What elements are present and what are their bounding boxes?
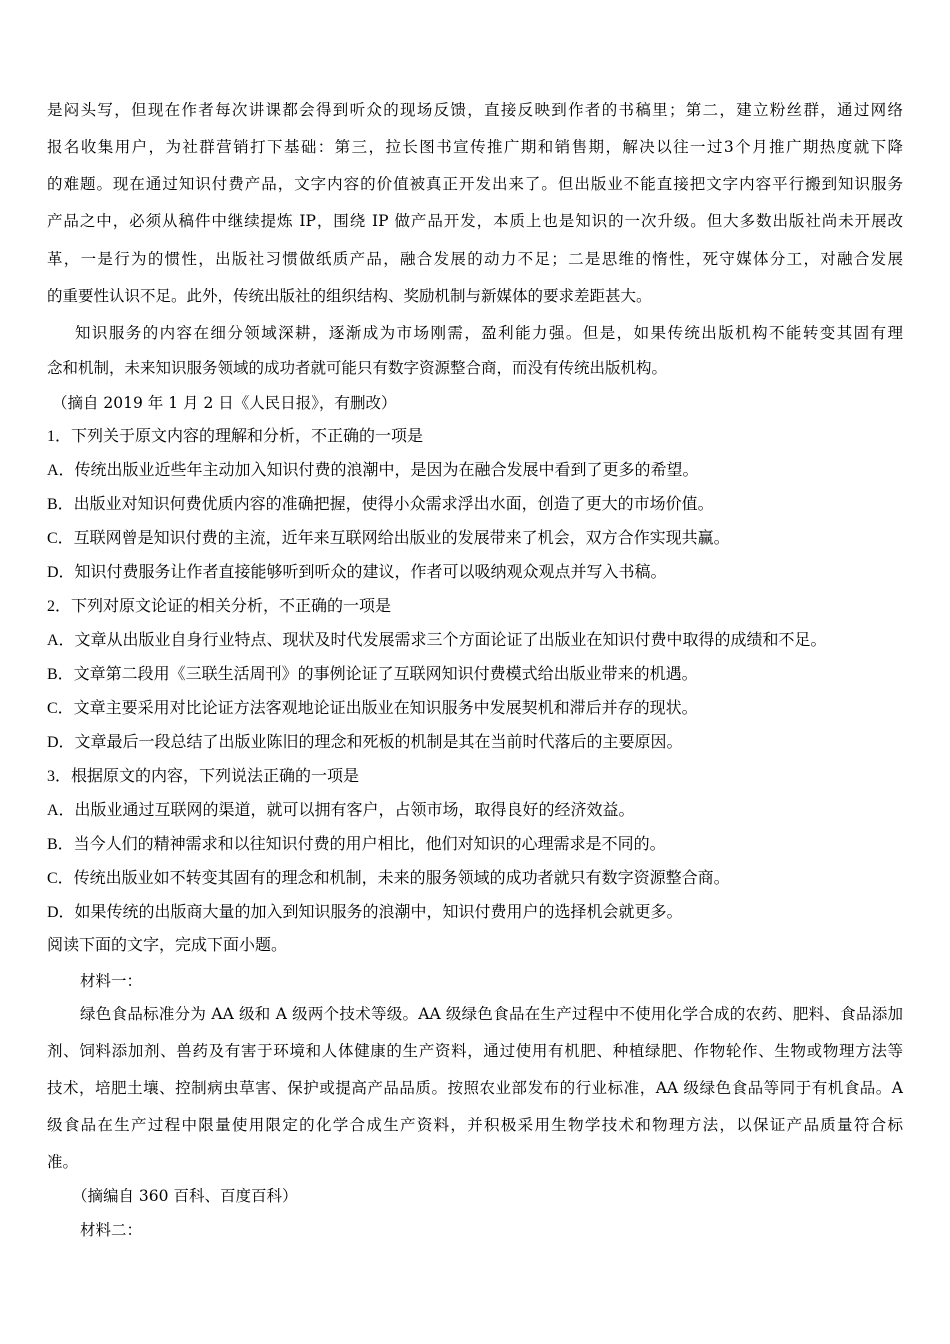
material-line: 绿色食品标准分为 AA 级和 A 级两个技术等级。AA 级绿色食品在生产过程中不使用化学合成的农药、肥料、食品添加: [80, 1005, 903, 1023]
material-line: 级食品在生产过程中限量使用限定的化学合成生产资料，并积极采用生物学技术和物理方法，以保证产品质量符合标: [47, 1116, 903, 1134]
material-line: 准。: [47, 1153, 79, 1171]
closing-line: 念和机制，未来知识服务领域的成功者就可能只有数字资源整合商，而没有传统出版机构。: [47, 359, 668, 377]
question-option: D．知识付费服务让作者直接能够听到听众的建议，作者可以吸纳观众观点并写入书稿。: [47, 564, 667, 581]
material-line: 剂、饲料添加剂、兽药及有害于环境和人体健康的生产资料，通过使用有机肥、种植绿肥、作物轮作、生物或物理方法等: [47, 1042, 903, 1060]
passage-line: 报名收集用户，为社群营销打下基础：第三，拉长图书宣传推广期和销售期，解决以往一过3个月推广期热度就下降: [47, 138, 903, 156]
passage-line: 产品之中，必须从稿件中继续提炼 IP，围绕 IP 做产品开发，本质上也是知识的一次升级。但大多数出版社尚未开展改: [47, 212, 903, 230]
question-option: C．互联网曾是知识付费的主流，近年来互联网给出版业的发展带来了机会，双方合作实现共赢。: [47, 530, 730, 547]
question-option: C．传统出版业如不转变其固有的理念和机制，未来的服务领域的成功者就只有数字资源整合商。: [47, 870, 730, 887]
question-option: A．文章从出版业自身行业特点、现状及时代发展需求三个方面论证了出版业在知识付费中取得的成绩和不足。: [47, 632, 827, 649]
reading-instruction: 阅读下面的文字，完成下面小题。: [47, 937, 288, 954]
passage-line: 革，一是行为的惯性，出版社习惯做纸质产品，融合发展的动力不足；二是思维的惰性，死守媒体分工，对融合发展: [47, 250, 903, 268]
closing-line: 知识服务的内容在细分领域深耕，逐渐成为市场刚需，盈利能力强。但是，如果传统出版机构不能转变其固有理: [75, 324, 903, 342]
passage-line: 的重要性认识不足。此外，传统出版社的组织结构、奖励机制与新媒体的要求差距甚大。: [47, 287, 652, 305]
question-option: B．出版业对知识何费优质内容的准确把握，使得小众需求浮出水面，创造了更大的市场价值。: [47, 496, 714, 513]
passage-line: 是闷头写，但现在作者每次讲课都会得到听众的现场反馈，直接反映到作者的书稿里；第二，建立粉丝群，通过网络: [47, 101, 903, 119]
source-citation: （摘自 2019 年 1 月 2 日《人民日报》，有删改）: [52, 394, 397, 412]
question-stem: 2．下列对原文论证的相关分析，不正确的一项是: [47, 598, 392, 615]
material-line: 技术，培肥土壤、控制病虫草害、保护或提高产品品质。按照农业部发布的行业标准，AA 级绿色食品等同于有机食品。A: [47, 1079, 903, 1097]
question-option: D．文章最后一段总结了出版业陈旧的理念和死板的机制是其在当前时代落后的主要原因。: [47, 734, 683, 751]
material-one-label: 材料一：: [80, 972, 143, 990]
question-option: A．传统出版业近些年主动加入知识付费的浪潮中，是因为在融合发展中看到了更多的希望。: [47, 462, 699, 479]
question-option: D．如果传统的出版商大量的加入到知识服务的浪潮中，知识付费用户的选择机会就更多。: [47, 904, 683, 921]
passage-line: 的难题。现在通过知识付费产品，文字内容的价值被真正开发出来了。但出版业不能直接把文字内容平行搬到知识服务: [47, 175, 903, 193]
question-option: A．出版业通过互联网的渠道，就可以拥有客户，占领市场，取得良好的经济效益。: [47, 802, 635, 819]
question-stem: 3．根据原文的内容，下列说法正确的一项是: [47, 768, 360, 785]
question-option: B．文章第二段用《三联生活周刊》的事例论证了互联网知识付费模式给出版业带来的机遇。: [47, 666, 698, 683]
question-option: C．文章主要采用对比论证方法客观地论证出版业在知识服务中发展契机和滞后并存的现状。: [47, 700, 698, 717]
material-source: （摘编自 360 百科、百度百科）: [72, 1187, 298, 1205]
question-option: B．当今人们的精神需求和以往知识付费的用户相比，他们对知识的心理需求是不同的。: [47, 836, 666, 853]
question-stem: 1．下列关于原文内容的理解和分析，不正确的一项是: [47, 428, 424, 445]
material-two-label: 材料二：: [80, 1221, 143, 1239]
